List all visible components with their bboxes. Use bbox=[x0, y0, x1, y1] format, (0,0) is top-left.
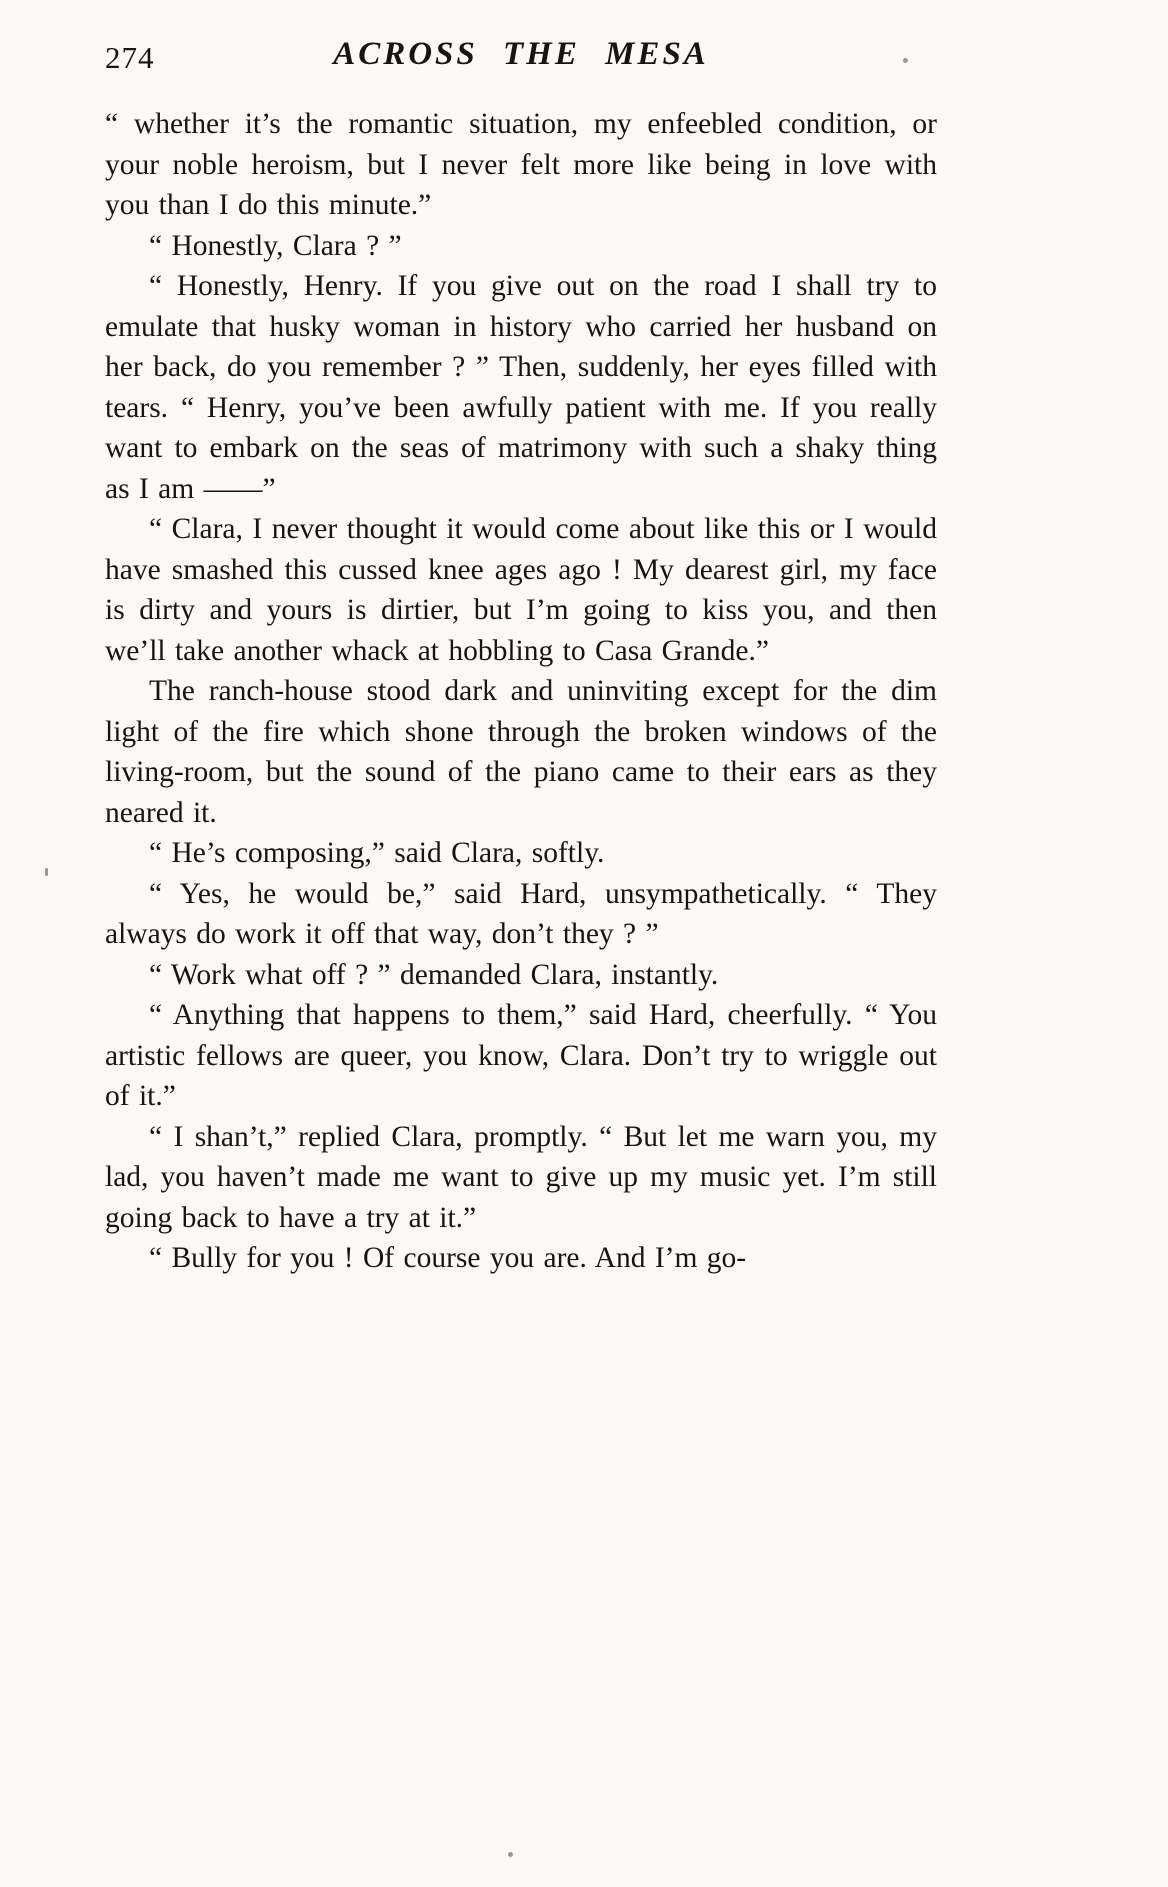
scan-artifact bbox=[45, 868, 48, 876]
paragraph: “ Work what off ? ” demanded Clara, instantly. bbox=[149, 958, 719, 991]
page-number: 274 bbox=[105, 40, 155, 75]
running-title: ACROSS THE MESA bbox=[333, 36, 709, 72]
paragraph: “ Clara, I never thought it would come about like this or I would have smashed this cussed knee ages ago ! My dearest girl, my face is dirty and yours is dirtier, but I’m going to kiss you, and then we’ll take another whack at hobbling to Casa Grande.” bbox=[105, 513, 937, 667]
paragraph: “ Bully for you ! Of course you are. And I’m go- bbox=[149, 1242, 747, 1274]
text-block bbox=[105, 34, 937, 1279]
paragraph: “ Honestly, Henry. If you give out on the road I shall try to emulate that husky woman in history who carried her husband on her back, do you remember ? ” Then, suddenly, her eyes filled with tears. “ Henry, you’ve been awfully patient with me. If you really want to embark on the seas of matrimony with such a shaky thing as I am ——” bbox=[105, 270, 937, 505]
paragraph: The ranch-house stood dark and uninviting except for the dim light of the fire which shone through the broken windows of the living-room, but the sound of the piano came to their ears as they neared it. bbox=[105, 675, 937, 829]
scan-artifact bbox=[508, 1852, 513, 1857]
paragraph: “ Honestly, Clara ? ” bbox=[149, 229, 402, 262]
paragraph: “ Anything that happens to them,” said Hard, cheerfully. “ You artistic fellows are queer, you know, Clara. Don’t try to wriggle out of it.” bbox=[105, 999, 937, 1112]
paragraph: “ Yes, he would be,” said Hard, unsympathetically. “ They always do work it off that way, don’t they ? ” bbox=[105, 877, 937, 950]
page-header bbox=[105, 34, 937, 86]
paragraph: “ I shan’t,” replied Clara, promptly. “ But let me warn you, my lad, you haven’t made me want to give up my music yet. I’m still going back to have a try at it.” bbox=[105, 1120, 937, 1234]
paragraph: “ He’s composing,” said Clara, softly. bbox=[149, 837, 605, 869]
page-body bbox=[105, 104, 937, 1279]
paragraph: “ whether it’s the romantic situation, my enfeebled condition, or your noble heroism, but I never felt more like being in love with you than I do this minute.” bbox=[105, 108, 937, 221]
